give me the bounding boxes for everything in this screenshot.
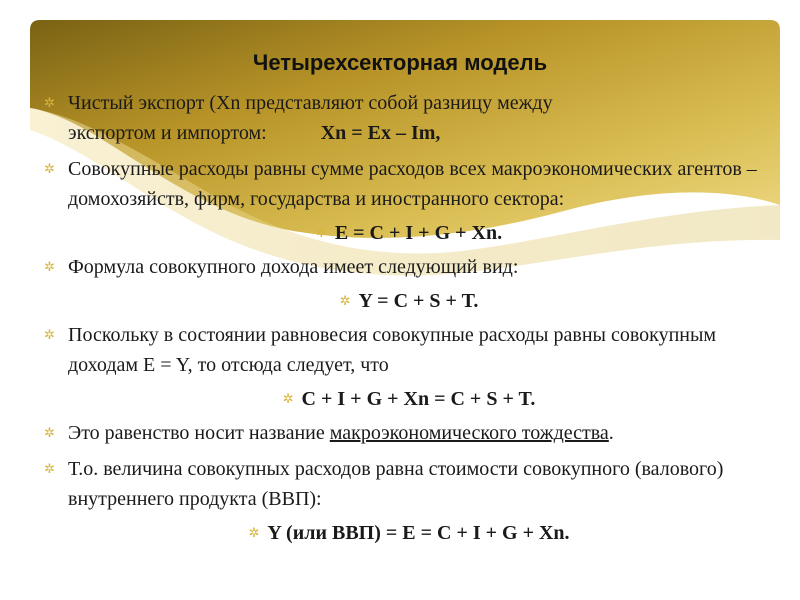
bullet-star-icon: ✲ <box>44 425 55 440</box>
item-text: . <box>608 422 614 444</box>
item-text: Совокупные расходы равны сумме расходов всех макроэкономических агентов – домохозяйств, фирм, государства и иностранного сектора: <box>68 158 757 210</box>
macroeconomic-identity-term: макроэкономического тождества <box>329 422 609 444</box>
net-export-formula: Xn = Ex – Im, <box>320 122 441 144</box>
item-text: Т.о. величина совокупных расходов равна стоимости совокупного (валового) внутреннего продукта (ВВП): <box>68 458 724 510</box>
item-text: Это равенство носит название <box>68 422 330 444</box>
formula-row <box>44 380 774 418</box>
slide-title: Четырехсекторная модель <box>252 50 548 75</box>
formula-gdp: Y (или ВВП) = E = C + I + G + Xn. <box>267 522 570 544</box>
list-item-net-export <box>44 88 774 148</box>
bullet-star-icon: ✲ <box>44 161 55 176</box>
item-text-line: Чистый экспорт (Xn представляют собой разницу между <box>68 92 553 114</box>
formula-equilibrium: C + I + G + Xn = C + S + T. <box>301 388 536 410</box>
item-text: экспортом и импортом: <box>68 122 267 144</box>
bullet-star-icon: ✲ <box>44 327 55 342</box>
formula-row <box>44 282 774 320</box>
bullet-star-icon: ✲ <box>315 225 327 240</box>
item-text-line <box>68 118 774 148</box>
list-item-aggregate-income <box>44 252 774 282</box>
bullet-star-icon: ✲ <box>44 259 55 274</box>
bullet-star-icon: ✲ <box>248 525 260 540</box>
list-item-equilibrium <box>44 320 774 380</box>
item-text-line <box>68 418 774 448</box>
formula-row <box>44 514 774 552</box>
list-item-aggregate-expenditure <box>44 154 774 214</box>
formula-row <box>44 214 774 252</box>
bullet-star-icon: ✲ <box>44 461 55 476</box>
content-list <box>44 88 774 552</box>
list-item-gdp <box>44 454 774 514</box>
formula-aggregate-expenditure: E = C + I + G + Xn. <box>334 222 503 244</box>
formula-aggregate-income: Y = C + S + T. <box>358 290 479 312</box>
list-item-identity <box>44 418 774 448</box>
bullet-star-icon: ✲ <box>44 95 55 110</box>
item-text: Поскольку в состоянии равновесия совокупные расходы равны совокупным доходам E = Y, то отсюда следует, что <box>68 324 717 376</box>
item-text: Формула совокупного дохода имеет следующий вид: <box>68 256 519 278</box>
bullet-star-icon: ✲ <box>339 293 351 308</box>
bullet-star-icon: ✲ <box>282 391 294 406</box>
